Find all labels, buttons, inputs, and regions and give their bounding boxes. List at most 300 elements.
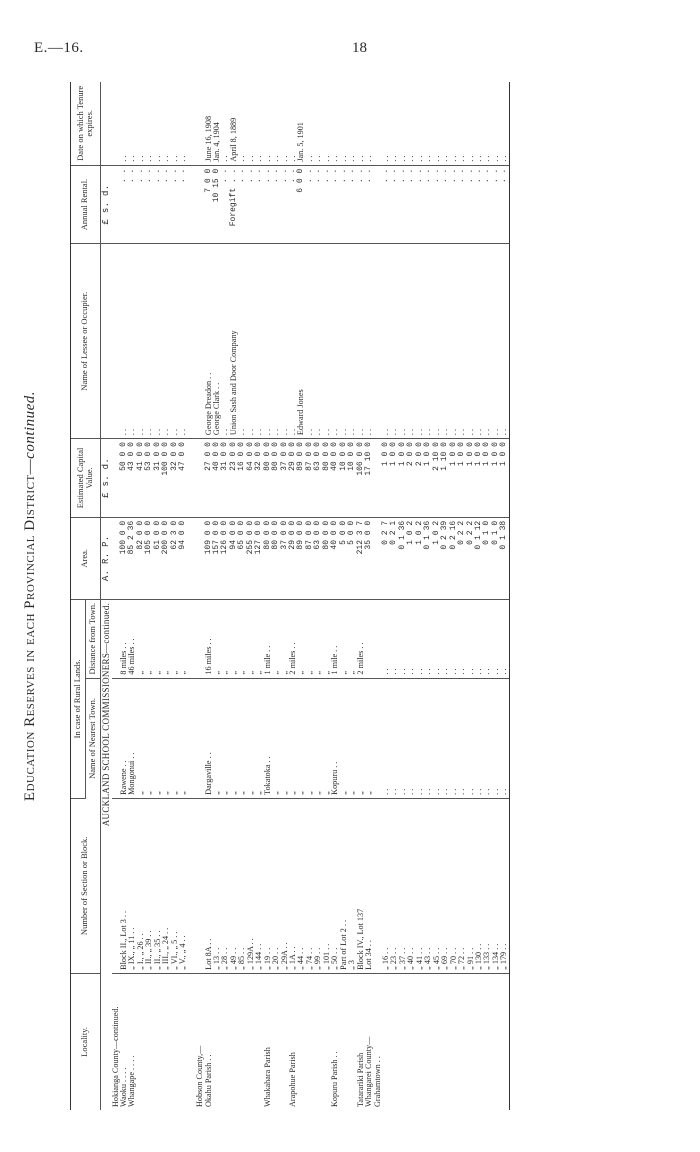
section-cell: „ 43 . .: [424, 798, 432, 973]
area-cell: 0 1 38: [500, 517, 509, 599]
title-main: Education Reserves in each Provincial District—: [22, 458, 38, 802]
capital-cell: 23 0 0: [230, 439, 238, 518]
table-title: [22, 82, 39, 1110]
area-cell: 0 1 36: [399, 517, 407, 599]
town-cell: . .: [407, 678, 415, 798]
distance-cell: „: [230, 599, 238, 678]
date-cell: . .: [365, 82, 373, 165]
section-cell: „ 99 . .: [314, 798, 322, 973]
section-cell: „ IX., „ 11 . .: [128, 798, 136, 973]
distance-cell: 1 mile . .: [264, 599, 272, 678]
area-cell: 0 2 2: [458, 517, 466, 599]
date-cell: [112, 82, 120, 165]
col-town: Name of Nearest Town.: [85, 678, 100, 798]
locality-cell: [416, 973, 424, 1110]
distance-cell: 8 miles . .: [120, 599, 128, 678]
distance-cell: . .: [467, 599, 475, 678]
date-cell: . .: [145, 82, 153, 165]
unit-lessee-blank: [100, 244, 112, 439]
capital-cell: 10 0 0: [348, 439, 356, 518]
distance-cell: „: [348, 599, 356, 678]
section-cell: „ 20 . .: [272, 798, 280, 973]
area-cell: 29 0 0: [289, 517, 297, 599]
date-cell: . .: [492, 82, 500, 165]
distance-cell: 1 mile . .: [331, 599, 339, 678]
town-cell: [374, 678, 382, 798]
area-cell: 109 0 0: [205, 517, 213, 599]
date-cell: June 16, 1908: [205, 82, 213, 165]
date-cell: [374, 82, 382, 165]
town-cell: Tokatoka . .: [264, 678, 272, 798]
lessee-cell: . .: [179, 244, 187, 439]
capital-cell: 89 0 0: [297, 439, 305, 518]
locality-cell: [230, 973, 238, 1110]
area-cell: 40 0 0: [331, 517, 339, 599]
capital-cell: 1 0 0: [399, 439, 407, 518]
area-cell: 82 0 0: [137, 517, 145, 599]
capital-cell: 1 10 0: [441, 439, 449, 518]
area-cell: 87 0 0: [306, 517, 314, 599]
town-cell: . .: [500, 678, 509, 798]
lessee-cell: . .: [162, 244, 170, 439]
locality-cell: [424, 973, 432, 1110]
section-cell: „ III., „ 24 . .: [162, 798, 170, 973]
area-cell: 80 0 0: [272, 517, 280, 599]
area-cell: 1 0 2: [416, 517, 424, 599]
rental-cell: . .: [458, 165, 466, 244]
town-cell: Rawene . .: [120, 678, 128, 798]
date-cell: . .: [221, 82, 229, 165]
capital-cell: 31 0 0: [221, 439, 229, 518]
table-row: [188, 82, 196, 1110]
area-cell: 100 0 0: [120, 517, 128, 599]
unit-date-blank: [100, 82, 112, 165]
distance-cell: „: [145, 599, 153, 678]
rental-cell: . .: [120, 165, 128, 244]
distance-cell: . .: [458, 599, 466, 678]
rental-cell: . .: [483, 165, 491, 244]
town-cell: . .: [475, 678, 483, 798]
rental-cell: . .: [179, 165, 187, 244]
distance-cell: „: [171, 599, 179, 678]
section-cell: „ 23 . .: [390, 798, 398, 973]
capital-cell: 37 0 0: [281, 439, 289, 518]
date-cell: . .: [306, 82, 314, 165]
lessee-cell: . .: [441, 244, 449, 439]
area-cell: 61 0 0: [154, 517, 162, 599]
lessee-cell: . .: [424, 244, 432, 439]
town-cell: „: [171, 678, 179, 798]
locality-cell: [272, 973, 280, 1110]
rental-cell: . .: [475, 165, 483, 244]
locality-cell: [500, 973, 509, 1110]
locality-cell: Grahamtown . .: [372, 1056, 382, 1107]
area-cell: 89 0 0: [297, 517, 305, 599]
area-cell: 1 0 2: [433, 517, 441, 599]
town-cell: . .: [390, 678, 398, 798]
area-cell: 0 1 0: [492, 517, 500, 599]
rental-cell: . .: [340, 165, 348, 244]
lessee-cell: . .: [264, 244, 272, 439]
area-cell: 0 2 1: [390, 517, 398, 599]
section-cell: „ 19 . .: [264, 798, 272, 973]
rental-cell: 10 15 0: [213, 165, 221, 244]
capital-cell: 1 0 0: [483, 439, 491, 518]
table-row: [365, 82, 373, 1110]
rental-cell: . .: [331, 165, 339, 244]
distance-cell: . .: [424, 599, 432, 678]
section-cell: „ 13 . .: [213, 798, 221, 973]
date-cell: . .: [137, 82, 145, 165]
rental-cell: [188, 165, 196, 244]
locality-cell: [137, 973, 145, 1110]
rental-cell: . .: [382, 165, 390, 244]
rental-cell: . .: [272, 165, 280, 244]
rental-cell: . .: [357, 165, 365, 244]
section-cell: „ 41 . .: [416, 798, 424, 973]
area-cell: 85 2 36: [128, 517, 136, 599]
distance-cell: „: [255, 599, 263, 678]
lessee-cell: [374, 244, 382, 439]
date-cell: . .: [154, 82, 162, 165]
town-cell: . .: [382, 678, 390, 798]
town-cell: . .: [450, 678, 458, 798]
capital-cell: 1 0 0: [390, 439, 398, 518]
town-cell: Kopuru . .: [331, 678, 339, 798]
capital-cell: 1 0 0: [467, 439, 475, 518]
locality-cell: [314, 973, 322, 1110]
area-cell: 80 0 0: [323, 517, 331, 599]
locality-cell: Kopuru Parish . .: [330, 1051, 340, 1107]
lessee-cell: . .: [247, 244, 255, 439]
date-cell: . .: [500, 82, 509, 165]
rental-cell: . .: [416, 165, 424, 244]
distance-cell: „: [238, 599, 246, 678]
capital-cell: 2 0 0: [416, 439, 424, 518]
date-cell: . .: [483, 82, 491, 165]
rental-cell: . .: [154, 165, 162, 244]
town-cell: „: [323, 678, 331, 798]
locality-cell: Hobson County,—: [195, 1045, 205, 1107]
capital-cell: 87 0 0: [306, 439, 314, 518]
town-cell: . .: [416, 678, 424, 798]
capital-cell: 50 0 0: [120, 439, 128, 518]
capital-cell: 32 0 0: [171, 439, 179, 518]
capital-cell: 41 0 0: [137, 439, 145, 518]
rental-cell: . .: [314, 165, 322, 244]
distance-cell: . .: [475, 599, 483, 678]
section-cell: „ V., „ 4 . .: [179, 798, 187, 973]
locality-cell: [221, 973, 229, 1110]
capital-cell: 29 0 0: [289, 439, 297, 518]
date-cell: . .: [314, 82, 322, 165]
locality-cell: [306, 973, 314, 1110]
date-cell: . .: [238, 82, 246, 165]
town-cell: „: [348, 678, 356, 798]
distance-cell: [365, 599, 373, 678]
capital-cell: 106 0 0: [357, 439, 365, 518]
section-cell: Block II., Lot 3 . .: [120, 798, 128, 973]
date-cell: April 8, 1889: [230, 82, 238, 165]
rental-cell: . .: [467, 165, 475, 244]
rental-cell: . .: [145, 165, 153, 244]
distance-cell: 16 miles . .: [205, 599, 213, 678]
capital-cell: 1 0 0: [458, 439, 466, 518]
lessee-cell: [188, 244, 196, 439]
section-cell: „ 91 . .: [467, 798, 475, 973]
area-cell: 62 3 0: [171, 517, 179, 599]
col-rural-group: In case of Rural Lands.: [71, 599, 86, 798]
date-cell: . .: [416, 82, 424, 165]
date-cell: . .: [467, 82, 475, 165]
date-cell: . .: [450, 82, 458, 165]
section-cell: „ 3: [348, 798, 356, 973]
town-cell: „: [314, 678, 322, 798]
date-cell: . .: [458, 82, 466, 165]
area-cell: 5 0 0: [348, 517, 356, 599]
town-cell: „: [145, 678, 153, 798]
date-cell: . .: [475, 82, 483, 165]
area-cell: 200 0 0: [162, 517, 170, 599]
date-cell: . .: [289, 82, 297, 165]
lessee-cell: . .: [331, 244, 339, 439]
lessee-cell: George Clark . .: [213, 244, 221, 439]
town-cell: „: [162, 678, 170, 798]
distance-cell: . .: [390, 599, 398, 678]
rental-cell: . .: [171, 165, 179, 244]
table-row: [500, 82, 509, 1110]
capital-cell: 27 0 0: [205, 439, 213, 518]
section-cell: „ 44 . .: [297, 798, 305, 973]
distance-cell: . .: [433, 599, 441, 678]
lessee-cell: . .: [306, 244, 314, 439]
rental-cell: . .: [238, 165, 246, 244]
locality-cell: [441, 973, 449, 1110]
lessee-cell: . .: [323, 244, 331, 439]
date-cell: . .: [281, 82, 289, 165]
locality-cell: [340, 973, 348, 1110]
locality-cell: [450, 973, 458, 1110]
date-cell: Jan. 4, 1904: [213, 82, 221, 165]
date-cell: . .: [441, 82, 449, 165]
area-cell: 157 0 0: [213, 517, 221, 599]
locality-cell: [475, 973, 483, 1110]
capital-cell: 32 0 0: [255, 439, 263, 518]
town-cell: „: [179, 678, 187, 798]
lessee-cell: . .: [382, 244, 390, 439]
area-cell: 255 0 0: [247, 517, 255, 599]
capital-cell: [188, 439, 196, 518]
date-cell: Jan. 5, 1901: [297, 82, 305, 165]
distance-cell: „: [340, 599, 348, 678]
rental-cell: . .: [500, 165, 509, 244]
distance-cell: „: [297, 599, 305, 678]
distance-cell: . .: [399, 599, 407, 678]
section-cell: „ 28 . .: [221, 798, 229, 973]
town-cell: „: [357, 678, 365, 798]
lessee-cell: . .: [145, 244, 153, 439]
town-cell: . .: [458, 678, 466, 798]
section-cell: „ 70 . .: [450, 798, 458, 973]
date-cell: . .: [399, 82, 407, 165]
rental-cell: . .: [424, 165, 432, 244]
locality-cell: [382, 973, 390, 1110]
town-cell: . .: [399, 678, 407, 798]
distance-cell: 46 miles . .: [128, 599, 136, 678]
capital-cell: 43 0 0: [128, 439, 136, 518]
area-cell: 0 2 39: [441, 517, 449, 599]
section-cell: „ 49 . .: [230, 798, 238, 973]
locality-cell: [247, 973, 255, 1110]
date-cell: . .: [407, 82, 415, 165]
lessee-cell: . .: [314, 244, 322, 439]
document-code: E.—16.: [34, 40, 84, 56]
capital-cell: 64 0 0: [247, 439, 255, 518]
section-cell: Lot 34 . .: [365, 798, 373, 973]
locality-cell: [458, 973, 466, 1110]
lessee-cell: . .: [221, 244, 229, 439]
distance-cell: 2 miles . .: [357, 599, 365, 678]
lessee-cell: . .: [399, 244, 407, 439]
lessee-cell: . .: [128, 244, 136, 439]
capital-cell: 1 0 0: [475, 439, 483, 518]
section-cell: „ 129A . .: [247, 798, 255, 973]
locality-cell: [171, 973, 179, 1110]
town-cell: „: [289, 678, 297, 798]
section-cell: „ II., „ 39 . .: [145, 798, 153, 973]
area-cell: 0 2 16: [450, 517, 458, 599]
col-lessee: Name of Lessee or Occupier.: [71, 244, 101, 439]
capital-cell: 17 10 0: [365, 439, 373, 518]
area-cell: 0 1 12: [475, 517, 483, 599]
area-cell: 1 0 2: [407, 517, 415, 599]
distance-cell: „: [179, 599, 187, 678]
rental-cell: . .: [441, 165, 449, 244]
locality-cell: Whangape . . . .: [127, 1055, 137, 1107]
rental-cell: . .: [247, 165, 255, 244]
town-cell: . .: [441, 678, 449, 798]
capital-cell: 40 0 0: [331, 439, 339, 518]
lessee-cell: . .: [340, 244, 348, 439]
distance-cell: . .: [450, 599, 458, 678]
section-cell: „ 29A . .: [281, 798, 289, 973]
area-cell: 37 0 0: [281, 517, 289, 599]
unit-capital: £ s. d.: [100, 439, 112, 518]
capital-cell: 1 0 0: [382, 439, 390, 518]
town-cell: „: [272, 678, 280, 798]
town-cell: [188, 678, 196, 798]
date-cell: . .: [348, 82, 356, 165]
rental-cell: . .: [390, 165, 398, 244]
town-cell: „: [221, 678, 229, 798]
section-cell: „ VI., „ 5 . .: [171, 798, 179, 973]
rental-cell: . .: [281, 165, 289, 244]
section-cell: „ 144 . .: [255, 798, 263, 973]
date-cell: . .: [272, 82, 280, 165]
col-rental: Annual Rental.: [71, 165, 101, 244]
col-locality: Locality.: [71, 973, 101, 1110]
area-cell: 127 0 0: [255, 517, 263, 599]
rental-cell: . .: [128, 165, 136, 244]
lessee-cell: Edward Jones: [297, 244, 305, 439]
capital-cell: 2 0 0: [407, 439, 415, 518]
distance-cell: „: [314, 599, 322, 678]
rental-cell: 6 0 0: [297, 165, 305, 244]
section-band-row: [100, 82, 112, 1110]
lessee-cell: . .: [450, 244, 458, 439]
date-cell: . .: [255, 82, 263, 165]
distance-cell: „: [213, 599, 221, 678]
area-cell: 94 0 0: [230, 517, 238, 599]
lessee-cell: . .: [238, 244, 246, 439]
date-cell: [188, 82, 196, 165]
distance-cell: [188, 599, 196, 678]
date-cell: . .: [390, 82, 398, 165]
area-cell: 212 3 7: [357, 517, 365, 599]
locality-cell: Arapohue Parish: [288, 1052, 298, 1107]
distance-cell: „: [281, 599, 289, 678]
unit-rental: £ s. d.: [100, 165, 112, 244]
distance-cell: [374, 599, 382, 678]
town-cell: . .: [424, 678, 432, 798]
rental-cell: . .: [289, 165, 297, 244]
table-row: [179, 82, 187, 1110]
lessee-cell: George Dreadon . .: [205, 244, 213, 439]
section-cell: „ 72 . .: [458, 798, 466, 973]
locality-cell: [390, 973, 398, 1110]
locality-cell: Waoku . . . .: [118, 1067, 128, 1107]
area-cell: 0 1 36: [424, 517, 432, 599]
date-cell: . .: [171, 82, 179, 165]
capital-cell: 1 0 0: [492, 439, 500, 518]
rental-cell: . .: [306, 165, 314, 244]
distance-cell: . .: [416, 599, 424, 678]
area-cell: 0 1 0: [483, 517, 491, 599]
lessee-cell: Union Sash and Door Company: [230, 244, 238, 439]
section-cell: [188, 798, 196, 973]
section-cell: „ 74 . .: [306, 798, 314, 973]
area-cell: 0 2 2: [467, 517, 475, 599]
date-cell: . .: [264, 82, 272, 165]
lessee-cell: . .: [475, 244, 483, 439]
town-cell: „: [255, 678, 263, 798]
lessee-cell: . .: [467, 244, 475, 439]
locality-cell: Whakahara Parish: [262, 1047, 272, 1107]
rental-cell: Foregift . .: [230, 165, 238, 244]
rotated-table-container: [22, 82, 666, 1110]
lessee-cell: . .: [433, 244, 441, 439]
section-cell: „ 179 . .: [500, 798, 509, 973]
locality-cell: [179, 973, 187, 1110]
distance-cell: . .: [382, 599, 390, 678]
capital-cell: 1 0 0: [424, 439, 432, 518]
distance-cell: „: [323, 599, 331, 678]
distance-cell: . .: [407, 599, 415, 678]
town-cell: Dargaville . .: [205, 678, 213, 798]
distance-cell: „: [162, 599, 170, 678]
section-cell: „ 69 . .: [441, 798, 449, 973]
lessee-cell: . .: [483, 244, 491, 439]
lessee-cell: . .: [289, 244, 297, 439]
locality-cell: [297, 973, 305, 1110]
rental-cell: . .: [137, 165, 145, 244]
town-cell: . .: [433, 678, 441, 798]
town-cell: „: [247, 678, 255, 798]
date-cell: . .: [340, 82, 348, 165]
section-cell: „ 134 . .: [492, 798, 500, 973]
capital-cell: 1 0 0: [450, 439, 458, 518]
capital-cell: 2 10 0: [433, 439, 441, 518]
